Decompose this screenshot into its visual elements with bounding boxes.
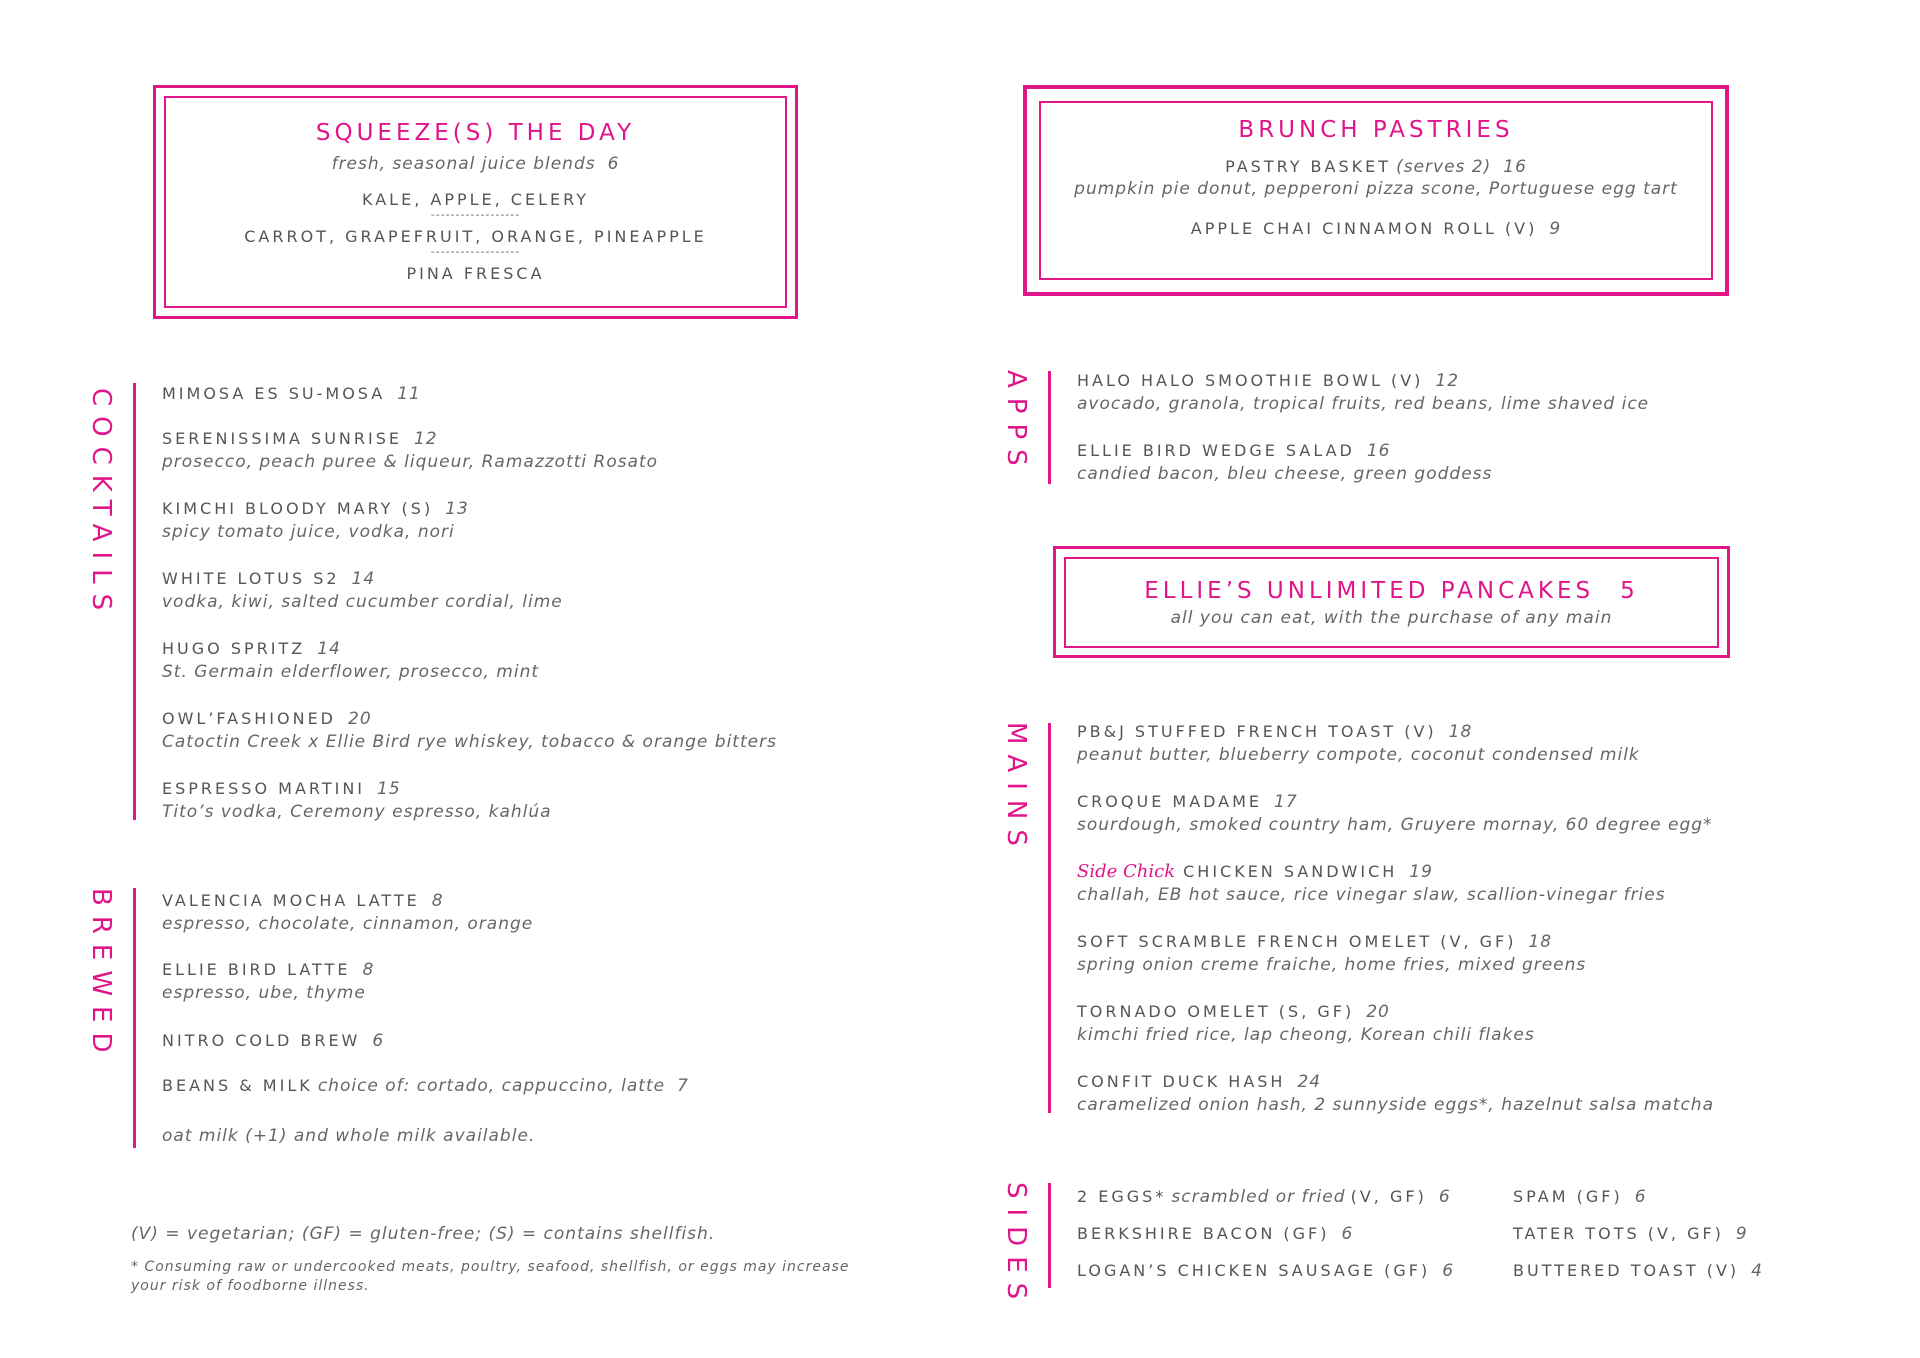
app-name: HALO HALO SMOOTHIE BOWL (V) xyxy=(1077,371,1424,390)
juice-item: KALE, APPLE, CELERY xyxy=(362,190,589,209)
pancakes-inner xyxy=(1064,557,1719,648)
main-item xyxy=(1077,861,1666,907)
brewed-price: 8 xyxy=(431,891,444,911)
cocktail-desc: vodka, kiwi, salted cucumber cordial, lime xyxy=(162,592,563,612)
cocktail-price: 12 xyxy=(413,429,438,449)
main-name: CONFIT DUCK HASH xyxy=(1077,1072,1286,1091)
main-price: 17 xyxy=(1274,792,1298,812)
mains-label: MAINS xyxy=(1001,722,1031,856)
main-item xyxy=(1077,721,1640,767)
app-name: ELLIE BIRD WEDGE SALAD xyxy=(1077,441,1355,460)
main-price: 18 xyxy=(1528,932,1553,952)
cocktail-name: HUGO SPRITZ xyxy=(162,639,306,658)
main-price: 18 xyxy=(1448,722,1473,742)
side-price: 4 xyxy=(1751,1261,1763,1281)
squeeze-title: SQUEEZE(S) THE DAY xyxy=(315,120,636,146)
brewed-item xyxy=(162,890,533,936)
side-price: 6 xyxy=(1442,1261,1455,1281)
sides-rule xyxy=(1048,1183,1051,1288)
side-name: LOGAN’S CHICKEN SAUSAGE (GF) xyxy=(1077,1261,1431,1280)
side-tag: (V, GF) xyxy=(1350,1187,1427,1206)
squeeze-price: 6 xyxy=(607,154,620,174)
juice-separator: ------------------ xyxy=(430,208,521,221)
brewed-item xyxy=(162,959,374,1005)
main-name: SOFT SCRAMBLE FRENCH OMELET (V, GF) xyxy=(1077,932,1517,951)
brewed-name: ELLIE BIRD LATTE xyxy=(162,960,351,979)
side-name: 2 EGGS* xyxy=(1077,1187,1167,1206)
beans-milk-name: BEANS & MILK xyxy=(162,1076,313,1095)
side-name: BERKSHIRE BACON (GF) xyxy=(1077,1224,1330,1243)
side-item xyxy=(1077,1224,1353,1244)
cocktails-rule xyxy=(133,383,136,820)
pancakes-box xyxy=(1053,546,1730,658)
main-desc: sourdough, smoked country ham, Gruyere mornay, 60 degree egg* xyxy=(1077,815,1713,835)
brewed-price: 8 xyxy=(362,960,375,980)
apps-label: APPS xyxy=(1001,370,1031,476)
squeeze-subtitle: fresh, seasonal juice blends xyxy=(331,154,596,174)
main-item xyxy=(1077,791,1713,837)
app-price: 12 xyxy=(1435,371,1460,391)
cinnamon-roll-name: APPLE CHAI CINNAMON ROLL (V) xyxy=(1190,219,1538,238)
cocktail-price: 14 xyxy=(351,569,376,589)
pastry-basket-desc: pumpkin pie donut, pepperoni pizza scone, Portuguese egg tart xyxy=(1074,179,1678,199)
pastry-basket-price: 16 xyxy=(1503,157,1527,177)
side-price: 9 xyxy=(1735,1224,1748,1244)
cocktail-item xyxy=(162,708,777,754)
sides-label: SIDES xyxy=(1001,1182,1031,1310)
side-item xyxy=(1513,1261,1763,1281)
main-item xyxy=(1077,1071,1714,1117)
cocktail-item xyxy=(162,383,421,405)
main-item xyxy=(1077,1001,1535,1047)
cocktail-name: ESPRESSO MARTINI xyxy=(162,779,366,798)
brewed-label: BREWED xyxy=(86,888,116,1063)
cocktail-item xyxy=(162,428,658,474)
side-price: 6 xyxy=(1438,1187,1451,1207)
main-price: 20 xyxy=(1366,1002,1390,1022)
pancakes-subtitle: all you can eat, with the purchase of any main xyxy=(1170,608,1613,628)
brewed-name: VALENCIA MOCHA LATTE xyxy=(162,891,420,910)
pastry-basket-name: PASTRY BASKET xyxy=(1225,157,1391,176)
side-note: scrambled or fried xyxy=(1171,1187,1346,1207)
mains-rule xyxy=(1048,723,1051,1113)
cocktail-desc: Tito’s vodka, Ceremony espresso, kahlúa xyxy=(162,802,552,822)
juice-item: PINA FRESCA xyxy=(406,264,545,283)
juice-item: CARROT, GRAPEFRUIT, ORANGE, PINEAPPLE xyxy=(244,227,707,246)
main-price: 24 xyxy=(1297,1072,1322,1092)
pancakes-title: ELLIE’S UNLIMITED PANCAKES xyxy=(1144,578,1595,604)
beans-milk-item xyxy=(162,1075,689,1097)
beans-milk-desc: choice of: cortado, cappuccino, latte xyxy=(317,1076,666,1096)
brewed-name: NITRO COLD BREW xyxy=(162,1031,361,1050)
brewed-desc: espresso, chocolate, cinnamon, orange xyxy=(162,914,534,934)
cocktail-item xyxy=(162,778,552,824)
side-price: 6 xyxy=(1634,1187,1647,1207)
cocktail-name: WHITE LOTUS S2 xyxy=(162,569,340,588)
brewed-desc: espresso, ube, thyme xyxy=(162,983,366,1003)
cocktail-price: 14 xyxy=(317,639,341,659)
app-desc: candied bacon, bleu cheese, green goddess xyxy=(1077,464,1493,484)
main-desc: peanut butter, blueberry compote, coconut condensed milk xyxy=(1077,745,1640,765)
diet-legend: (V) = vegetarian; (GF) = gluten-free; (S) = contains shellfish. xyxy=(131,1224,716,1244)
cocktail-price: 15 xyxy=(377,779,401,799)
pastries-title: BRUNCH PASTRIES xyxy=(1238,117,1514,143)
side-chick-logo: Side Chick xyxy=(1077,861,1176,882)
pancakes-price: 5 xyxy=(1620,578,1639,604)
app-item xyxy=(1077,370,1649,416)
squeeze-box xyxy=(153,85,798,319)
app-item xyxy=(1077,440,1492,486)
cocktail-item xyxy=(162,638,539,684)
cocktails-label: COCKTAILS xyxy=(86,388,116,621)
cocktail-desc: prosecco, peach puree & liqueur, Ramazzotti Rosato xyxy=(162,452,659,472)
beans-milk-price: 7 xyxy=(677,1076,689,1096)
cocktail-name: KIMCHI BLOODY MARY (S) xyxy=(162,499,434,518)
apps-rule xyxy=(1048,371,1051,484)
pastries-box xyxy=(1023,85,1729,296)
main-price: 19 xyxy=(1409,862,1433,882)
app-desc: avocado, granola, tropical fruits, red beans, lime shaved ice xyxy=(1077,394,1650,414)
main-item xyxy=(1077,931,1586,977)
main-desc: spring onion creme fraiche, home fries, mixed greens xyxy=(1077,955,1587,975)
milk-note: oat milk (+1) and whole milk available. xyxy=(162,1126,536,1146)
side-price: 6 xyxy=(1341,1224,1354,1244)
squeeze-inner xyxy=(164,96,787,308)
side-name: TATER TOTS (V, GF) xyxy=(1513,1224,1724,1243)
health-warning-line-2: your risk of foodborne illness. xyxy=(131,1278,370,1294)
main-desc: kimchi fried rice, lap cheong, Korean chili flakes xyxy=(1077,1025,1535,1045)
cocktail-price: 20 xyxy=(348,709,372,729)
cocktail-desc: Catoctin Creek x Ellie Bird rye whiskey, tobacco & orange bitters xyxy=(162,732,777,752)
squeeze-subtitle-row xyxy=(166,154,785,174)
side-item xyxy=(1077,1187,1451,1207)
brewed-item xyxy=(162,1030,384,1052)
side-item xyxy=(1513,1187,1647,1207)
cinnamon-roll-row xyxy=(1041,219,1711,239)
cocktail-desc: St. Germain elderflower, prosecco, mint xyxy=(162,662,540,682)
side-item xyxy=(1077,1261,1454,1281)
pancakes-title-row xyxy=(1066,578,1717,604)
cocktail-item xyxy=(162,568,563,614)
cocktail-name: OWL’FASHIONED xyxy=(162,709,336,728)
main-desc: challah, EB hot sauce, rice vinegar slaw, scallion-vinegar fries xyxy=(1077,885,1666,905)
brewed-rule xyxy=(133,888,136,1148)
cocktail-desc: spicy tomato juice, vodka, nori xyxy=(162,522,455,542)
cocktail-name: MIMOSA ES SU-MOSA xyxy=(162,384,386,403)
app-price: 16 xyxy=(1366,441,1391,461)
side-item xyxy=(1513,1224,1748,1244)
main-name: TORNADO OMELET (S, GF) xyxy=(1077,1002,1355,1021)
main-name: PB&J STUFFED FRENCH TOAST (V) xyxy=(1077,722,1437,741)
main-name: CHICKEN SANDWICH xyxy=(1183,862,1398,881)
main-name: CROQUE MADAME xyxy=(1077,792,1263,811)
pastries-inner xyxy=(1039,101,1713,280)
side-name: SPAM (GF) xyxy=(1513,1187,1623,1206)
pastry-basket-row xyxy=(1041,157,1711,177)
health-warning-line-1: * Consuming raw or undercooked meats, poultry, seafood, shellfish, or eggs may increase xyxy=(131,1259,850,1275)
cocktail-price: 13 xyxy=(445,499,469,519)
juice-separator: ------------------ xyxy=(430,245,521,258)
cocktail-price: 11 xyxy=(397,384,421,404)
cocktail-item xyxy=(162,498,469,544)
main-desc: caramelized onion hash, 2 sunnyside eggs*, hazelnut salsa matcha xyxy=(1077,1095,1714,1115)
brewed-price: 6 xyxy=(372,1031,385,1051)
pastry-basket-note: (serves 2) xyxy=(1396,157,1492,177)
cinnamon-roll-price: 9 xyxy=(1549,219,1562,239)
cocktail-name: SERENISSIMA SUNRISE xyxy=(162,429,402,448)
side-name: BUTTERED TOAST (V) xyxy=(1513,1261,1740,1280)
